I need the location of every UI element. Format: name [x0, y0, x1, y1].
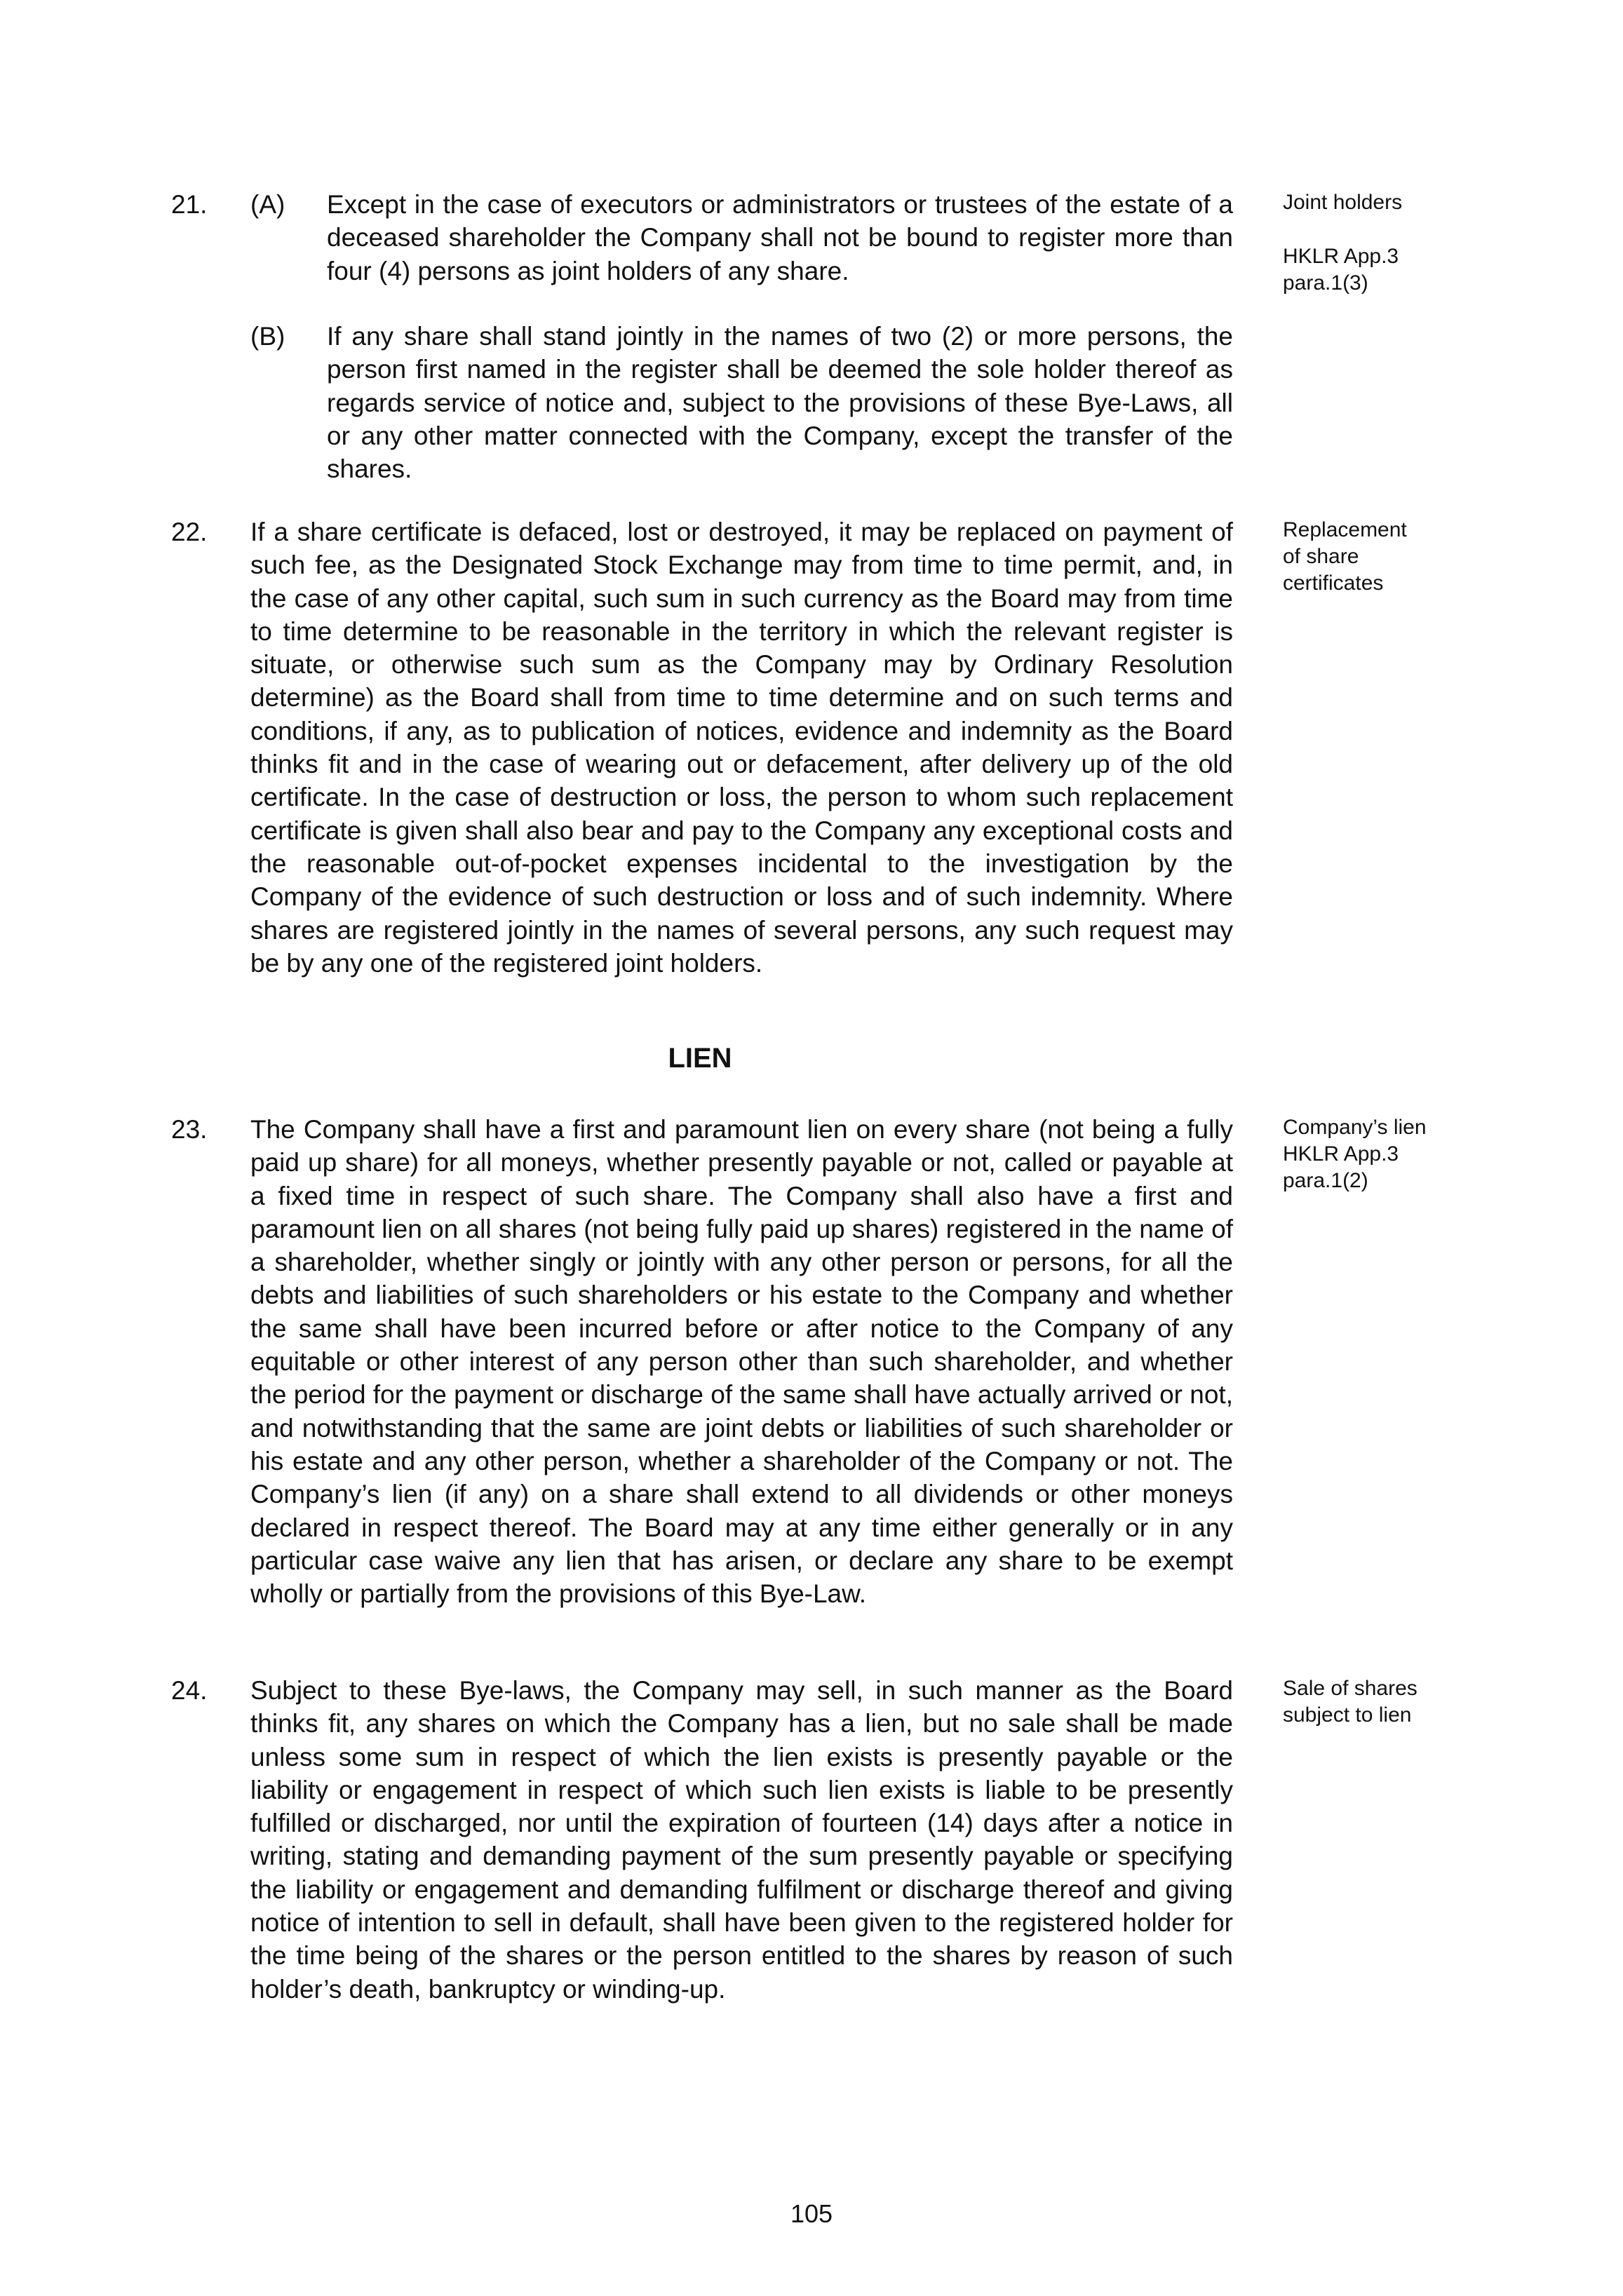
margin-note-joint-holders [1283, 189, 1493, 297]
paragraph-number: 21. [171, 190, 208, 219]
subparagraph-label: (B) [250, 322, 285, 351]
subparagraph-text: If any share shall stand jointly in the names of two (2) or more persons, the person first named in the register shall be deemed the sole holder thereof as regards service of notice and, subject to the provisions of these Bye-Laws, all or any other matter connected with the Company, except the transfer of the shares. [327, 322, 1233, 484]
paragraph-number: 23. [171, 1115, 208, 1144]
margin-note-line: HKLR App.3 [1283, 1142, 1399, 1166]
subparagraph-text: Except in the case of executors or administrators or trustees of the estate of a deceased shareholder the Company shall not be bound to register more than four (4) persons as joint holders of any share. [327, 190, 1233, 285]
paragraph-number: 24. [171, 1676, 208, 1705]
margin-note-line: Replacement [1283, 518, 1407, 541]
margin-note-line: Sale of shares [1283, 1677, 1417, 1700]
margin-note-line: certificates [1283, 572, 1384, 595]
page-number: 105 [790, 2199, 833, 2228]
margin-note-line: of share [1283, 545, 1359, 568]
margin-note-lien [1283, 1114, 1493, 1194]
subparagraph-label: (A) [250, 190, 285, 219]
margin-note-sale [1283, 1675, 1493, 1729]
paragraph-text: The Company shall have a first and paramount lien on every share (not being a fully paid up share) for all moneys, whether presently payable or not, called or payable at a fixed time in respect of such share. The Company shall also have a first and paramount lien on all shares (not being fully paid up shares) registered in the name of a shareholder, whether singly or jointly with any other person or persons, for all the debts and liabilities of such shareholders or his estate to the Company and whether the same shall have been incurred before or after notice to the Company of any equitable or other interest of any person other than such shareholder, and whether the period for the payment or discharge of the same shall have actually arrived or not, and notwithstanding that the same are joint debts or liabilities of such shareholder or his estate and any other person, whether a shareholder of the Company or not. The Company’s lien (if any) on a share shall extend to all dividends or other moneys declared in respect thereof. The Board may at any time either generally or in any particular case waive any lien that has arisen, or declare any share to be exempt wholly or partially from the provisions of this Bye-Law. [250, 1115, 1233, 1609]
margin-note-line: Company’s lien [1283, 1116, 1427, 1139]
margin-note-replacement [1283, 517, 1493, 597]
paragraph-text: If a share certificate is defaced, lost or destroyed, it may be replaced on payment of such fee, as the Designated Stock Exchange may from time to time permit, and, in the case of any other capital, such sum in such currency as the Board may from time to time determine to be reasonable in the territory in which the relevant register is situate, or otherwise such sum as the Company may by Ordinary Resolution determine) as the Board shall from time to time determine and on such terms and conditions, if any, as to publication of notices, evidence and indemnity as the Board thinks fit and in the case of wearing out or defacement, after delivery up of the old certificate. In the case of destruction or loss, the person to whom such replacement certificate is given shall also bear and pay to the Company any exceptional costs and the reasonable out-of-pocket expenses incidental to the investigation by the Company of the evidence of such destruction or loss and of such indemnity. Where shares are registered jointly in the names of several persons, any such request may be by any one of the registered joint holders. [250, 518, 1233, 978]
paragraph-text: Subject to these Bye-laws, the Company may sell, in such manner as the Board thinks fit, any shares on which the Company has a lien, but no sale shall be made unless some sum in respect of which the lien exists is presently payable or the liability or engagement in respect of which such lien exists is liable to be presently fulfilled or discharged, nor until the expiration of fourteen (14) days after a notice in writing, stating and demanding payment of the sum presently payable or specifying the liability or engagement and demanding fulfilment or discharge thereof and giving notice of intention to sell in default, shall have been given to the registered holder for the time being of the shares or the person entitled to the shares by reason of such holder’s death, bankruptcy or winding-up. [250, 1676, 1233, 2004]
section-heading: LIEN [668, 1043, 732, 1074]
margin-note-line: HKLR App.3 [1283, 245, 1399, 268]
margin-note-line: para.1(2) [1283, 1169, 1368, 1192]
margin-note-spacer [1283, 216, 1493, 243]
margin-note-line: para.1(3) [1283, 271, 1368, 295]
margin-note-line: Joint holders [1283, 191, 1403, 214]
margin-note-line: subject to lien [1283, 1703, 1412, 1727]
paragraph-number: 22. [171, 518, 208, 546]
